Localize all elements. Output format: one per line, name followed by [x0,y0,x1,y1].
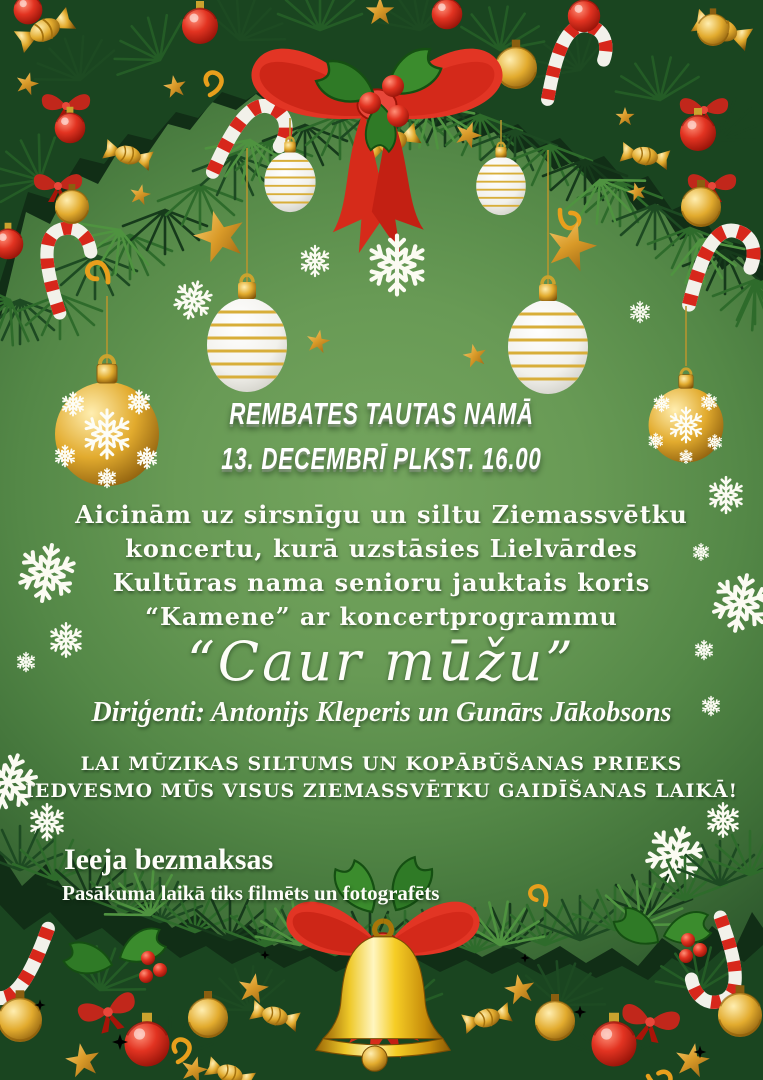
snowflake-icon [706,803,740,837]
ornament-ball-icon [568,0,600,32]
ribbon-curl-icon [85,259,114,286]
intro-line: “Kamene” ar koncertprogrammu [145,602,618,631]
snowflake-icon [300,246,331,276]
gold-star-icon [542,215,602,273]
admission-line: Ieeja bezmaksas [64,843,274,876]
ornament-ball-icon [432,0,463,29]
intro-line: Aicinām uz sirsnīgu un siltu Ziemassvētku [75,500,688,529]
program-title: “Caur mūžu” [187,630,576,693]
holly-berry [382,75,404,97]
hanging-ornament-icon [508,277,588,394]
venue-line: REMBATES TAUTAS NAMĀ [229,396,534,431]
hanging-ornament-icon [264,137,315,212]
snowflake-icon [367,236,426,295]
snowflake-icon [629,302,650,323]
intro-line: koncertu, kurā uzstāsies Lielvārdes [125,534,638,563]
date-line: 13. DECEMBRĪ PLKST. 16.00 [221,441,542,476]
holly-berry [387,105,409,127]
gold-star-icon [188,204,250,264]
wish-line: IEDVESMO MŪS VISUS ZIEMASSVĒTKU GAIDĪŠANAS LAIKĀ! [25,780,738,802]
conductors-line: Diriģenti: Antonijs Kleperis un Gunārs Jākobsons [91,697,672,728]
snowflake-icon [29,804,65,840]
gold-star-icon [461,341,489,368]
intro-line: Kultūras nama senioru jauktais koris [112,568,651,597]
gold-star-icon [128,182,153,206]
hanging-ornament-icon [207,275,287,392]
notice-line: Pasākuma laikā tiks filmēts un fotografēts [62,881,440,905]
gold-star-icon [305,328,332,354]
hanging-ornament-icon [476,143,526,216]
wish-line: LAI MŪZIKAS SILTUMS UN KOPĀBŪŠANAS PRIEKS [80,753,683,775]
holly-berry [359,92,381,114]
snowflake-icon [170,277,217,323]
ribbon-curl-icon [528,883,553,908]
